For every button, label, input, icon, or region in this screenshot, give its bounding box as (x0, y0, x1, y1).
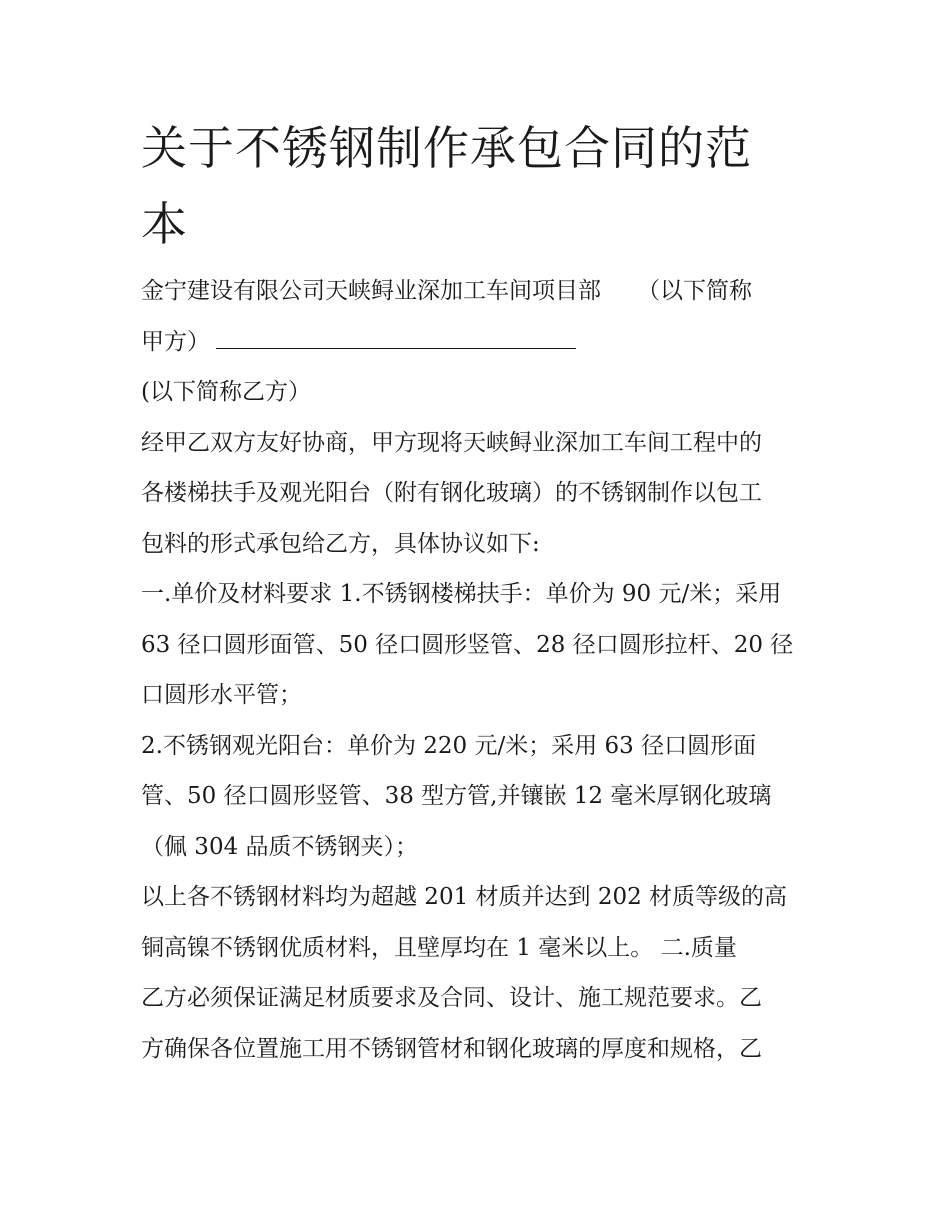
document-title (141, 110, 821, 262)
body-line-7: 一.单价及材料要求 1.不锈钢楼梯扶手：单价为 90 元/米；采用 (141, 581, 782, 607)
body-line-1 (141, 266, 821, 317)
body-line-12: （佩 304 品质不锈钢夹）； (141, 833, 419, 860)
body-line-3: (以下简称乙方） (141, 379, 311, 405)
body-line-5: 各楼梯扶手及观光阳台（附有钢化玻璃）的不锈钢制作以包工 (141, 480, 762, 506)
body-line-13: 以上各不锈钢材料均为超越 201 材质并达到 202 材质等级的高 (141, 884, 788, 910)
body-line-10: 2.不锈钢观光阳台：单价为 220 元/米；采用 63 径口圆形面 (141, 732, 757, 759)
body-line-8: 63 径口圆形面管、50 径口圆形竖管、28 径口圆形拉杆、20 径 (141, 631, 794, 658)
body-line-9: 口圆形水平管； (141, 682, 302, 708)
party-a-abbrev-start: （以下简称 (637, 278, 752, 304)
document-page (141, 110, 821, 1074)
body-line-15: 乙方必须保证满足材质要求及合同、设计、施工规范要求。乙 (141, 985, 762, 1011)
body-line-2 (141, 317, 821, 368)
body-line-11: 管、50 径口圆形竖管、38 型方管,并镶嵌 12 毫米厚钢化玻璃 (141, 783, 772, 809)
title-line-2: 本 (141, 197, 188, 251)
body-line-4: 经甲乙双方友好协商，甲方现将天峡鲟业深加工车间工程中的 (141, 429, 762, 456)
body-line-16: 方确保各位置施工用不锈钢管材和钢化玻璃的厚度和规格，乙 (141, 1035, 762, 1062)
title-line-1: 关于不锈钢制作承包合同的范 (141, 121, 752, 175)
party-b-blank-line (216, 324, 576, 349)
document-body (141, 266, 821, 1074)
body-line-14: 铜高镍不锈钢优质材料，且壁厚均在 1 毫米以上。 二.质量 (141, 934, 737, 961)
party-a-name: 金宁建设有限公司天峡鲟业深加工车间项目部 (141, 278, 601, 304)
party-a-abbrev-end: 甲方） (141, 328, 210, 355)
body-line-6: 包料的形式承包给乙方，具体协议如下: (141, 530, 540, 557)
